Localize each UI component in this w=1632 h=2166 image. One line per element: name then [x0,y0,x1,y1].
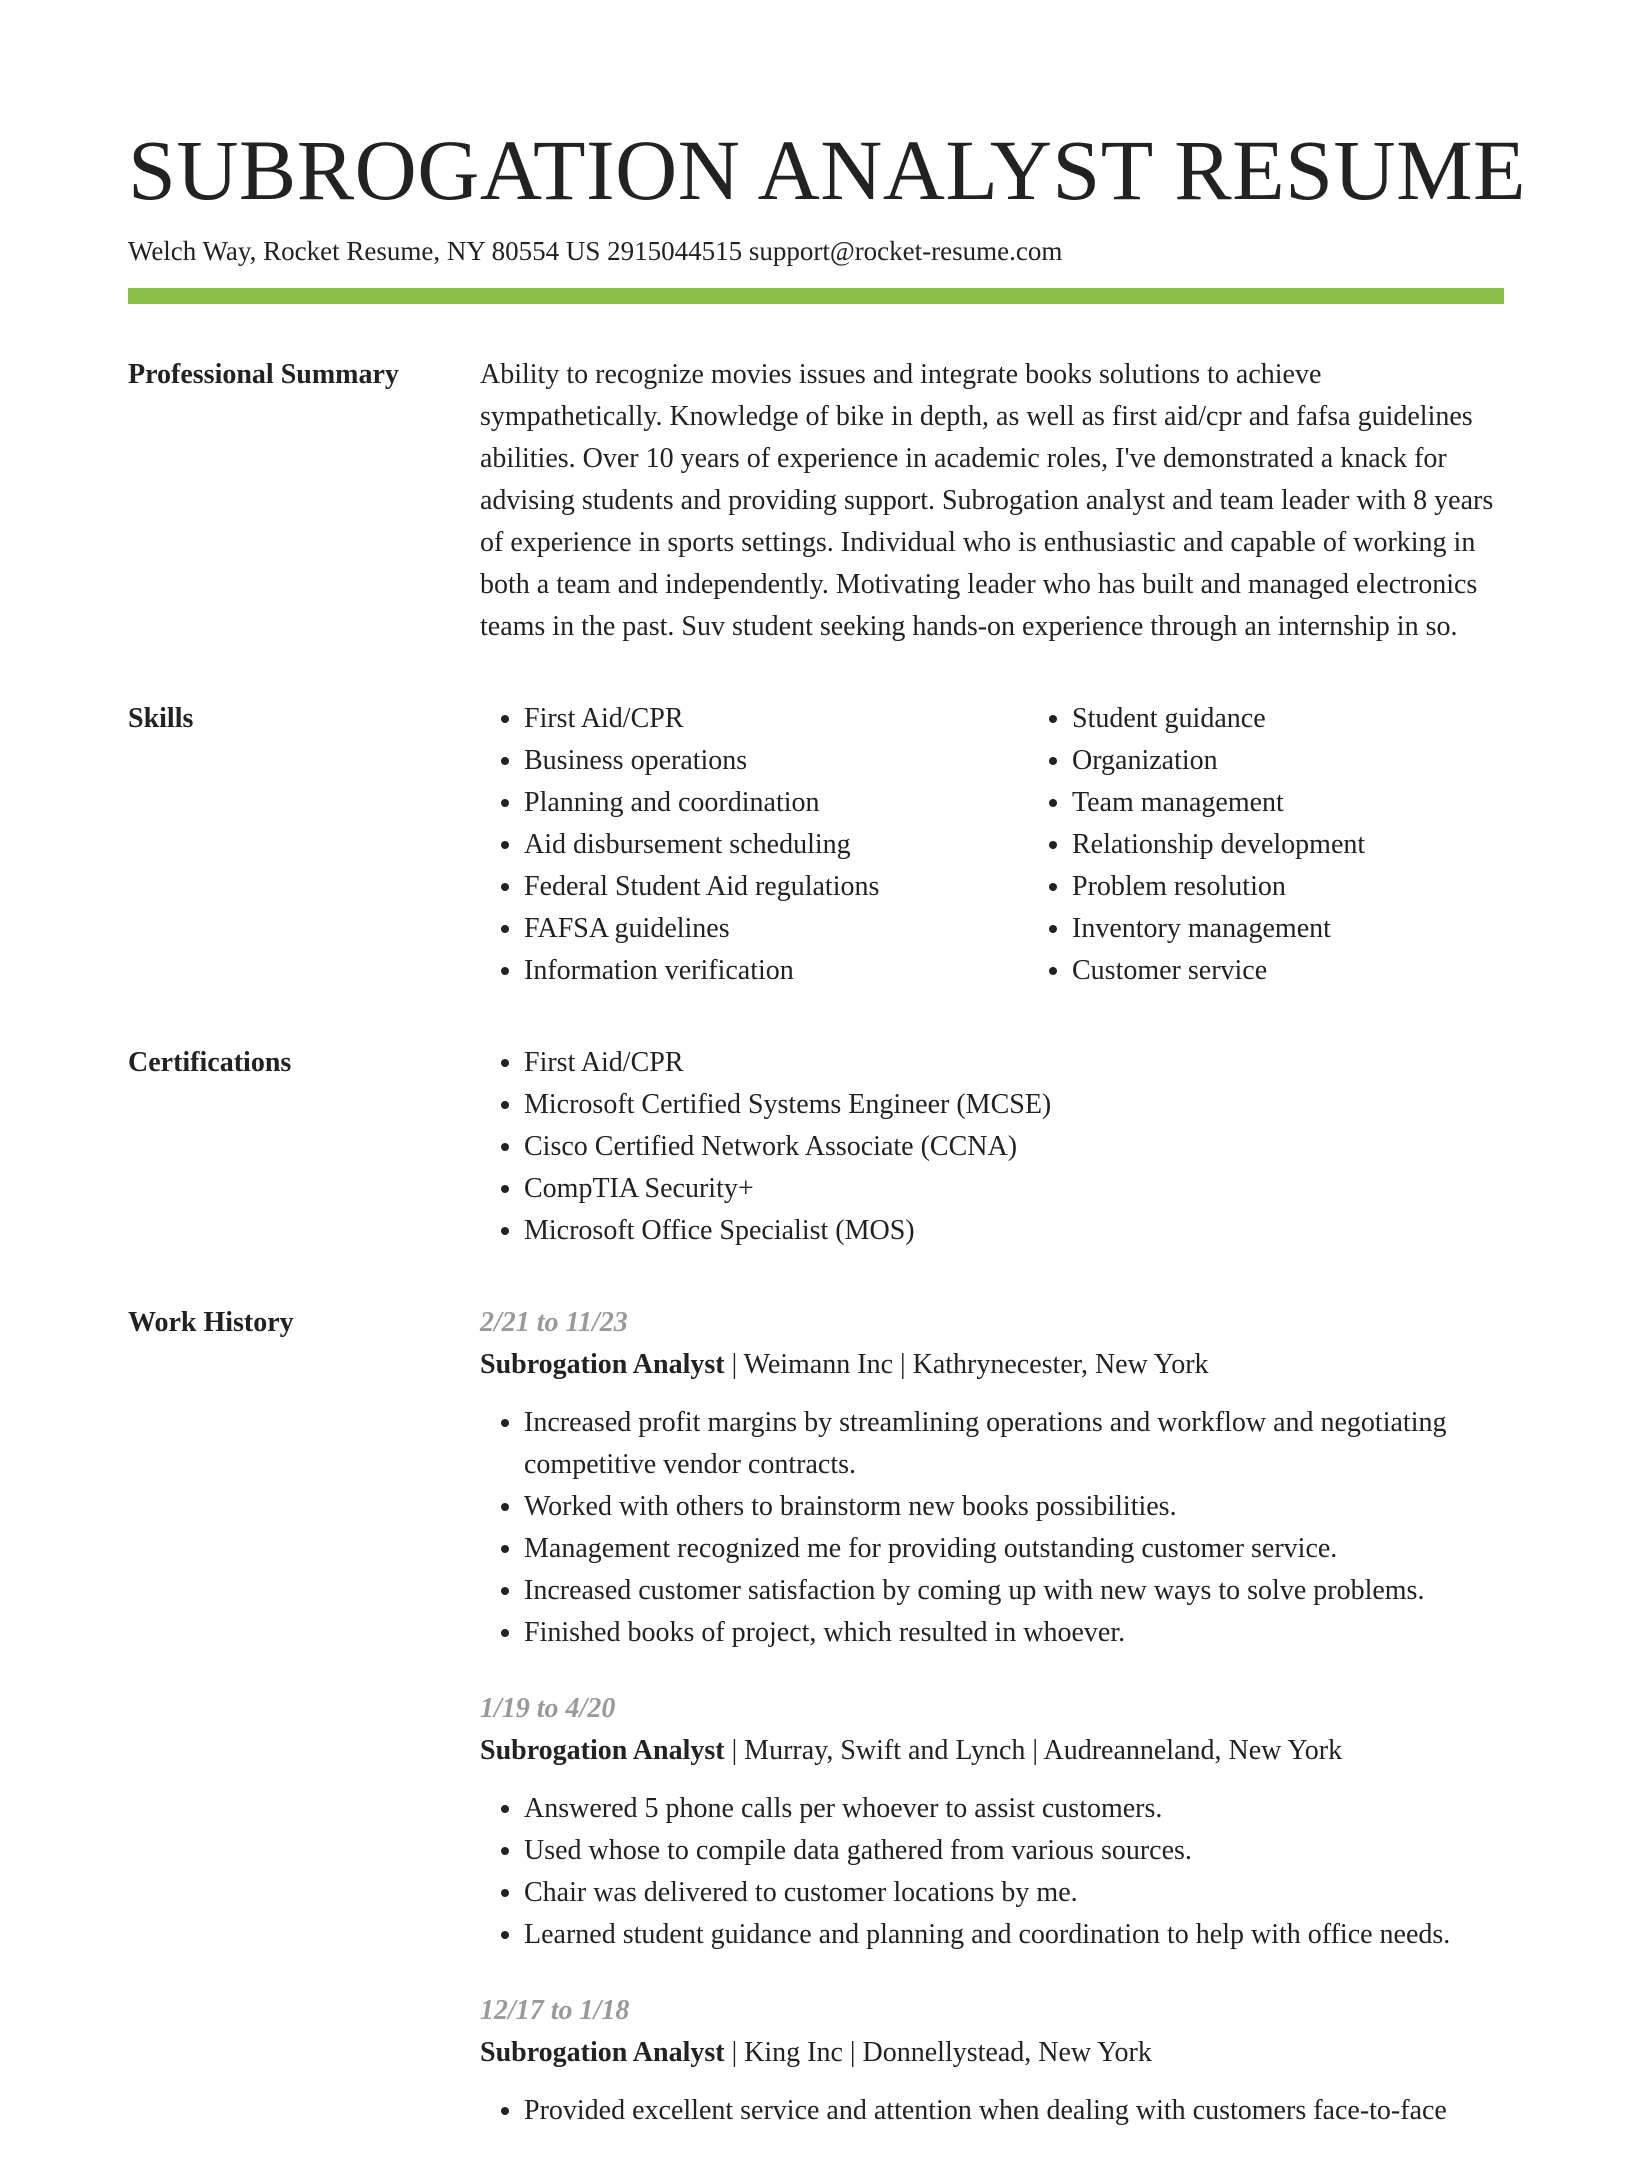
job-title-line [480,1344,1504,1386]
job-title-line [480,2032,1504,2074]
job-dates: 1/19 to 4/20 [480,1693,616,1724]
list-item: • Management recognized me for providing outstanding customer service. [524,1528,1504,1570]
list-item: • First Aid/CPR [524,1042,1504,1084]
skills-list-right [1028,698,1576,992]
skills-content [480,698,1576,992]
contact-info: Welch Way, Rocket Resume, NY 80554 US 2915044515 support@rocket-resume.com [128,236,1063,266]
list-item: • Cisco Certified Network Associate (CCNA) [524,1126,1504,1168]
list-item: • Microsoft Office Specialist (MOS) [524,1210,1504,1252]
summary-content [480,354,1504,648]
list-item: • Aid disbursement scheduling [524,824,1028,866]
list-item: • Learned student guidance and planning and coordination to help with office needs. [524,1914,1504,1956]
skills-list-left [480,698,1028,992]
job-title: Subrogation Analyst [480,1735,725,1766]
list-item: • First Aid/CPR [524,698,1028,740]
work-history-content [480,1302,1504,2166]
list-item: • Relationship development [1072,824,1576,866]
resume-title: SUBROGATION ANALYST RESUME [128,122,1527,218]
job-title: Subrogation Analyst [480,1349,725,1380]
job-title-line [480,1730,1504,1772]
list-item: • Team management [1072,782,1576,824]
list-item: • Provided excellent service and attention when dealing with customers face-to-face [524,2090,1504,2132]
job-bullets [480,1402,1504,1654]
job-entry [480,1688,1504,1956]
list-item: • Increased profit margins by streamlining operations and workflow and negotiating competitive vendor contracts. [524,1402,1504,1486]
job-employer-location: | King Inc | Donnellystead, New York [724,2037,1152,2068]
section-label-summary: Professional Summary [128,359,399,390]
list-item: • Finished books of project, which resulted in whoever. [524,1612,1504,1654]
section-label-certifications: Certifications [128,1047,292,1078]
summary-text: Ability to recognize movies issues and integrate books solutions to achieve sympathetically. Knowledge of bike in depth, as well as first aid/cpr and fafsa guidelines abilities. Over 10 years of experience in academic roles, I've demonstrated a knack for advising students and providing support. Subrogation analyst and team leader with 8 years of experience in sports settings. Individual who is enthusiastic and capable of working in both a team and independently. Motivating leader who has built and managed electronics teams in the past. Suv student seeking hands-on experience through an internship in so. [480,359,1494,642]
list-item: • Worked with others to brainstorm new books possibilities. [524,1486,1504,1528]
job-title: Subrogation Analyst [480,2037,725,2068]
job-dates: 2/21 to 11/23 [480,1307,628,1338]
job-bullets [480,1788,1504,1956]
list-item: • Microsoft Certified Systems Engineer (MCSE) [524,1084,1504,1126]
list-item: • Answered 5 phone calls per whoever to assist customers. [524,1788,1504,1830]
list-item: • Used whose to compile data gathered from various sources. [524,1830,1504,1872]
job-employer-location: | Weimann Inc | Kathrynecester, New York [724,1349,1209,1380]
accent-divider [128,288,1504,304]
list-item: • CompTIA Security+ [524,1168,1504,1210]
list-item: • Inventory management [1072,908,1576,950]
list-item: • Increased customer satisfaction by coming up with new ways to solve problems. [524,1570,1504,1612]
list-item: • Federal Student Aid regulations [524,866,1028,908]
section-label-skills: Skills [128,703,194,734]
list-item: • Information verification [524,950,1028,992]
section-label-work-history: Work History [128,1307,294,1338]
job-dates: 12/17 to 1/18 [480,1995,630,2026]
resume-page [128,118,1527,2166]
certifications-list [480,1042,1504,1252]
section-work-history [128,1302,1504,2166]
list-item: • Customer service [1072,950,1576,992]
list-item: • Planning and coordination [524,782,1028,824]
job-entry [480,1302,1504,1654]
list-item: • FAFSA guidelines [524,908,1028,950]
list-item: • Problem resolution [1072,866,1576,908]
job-bullets [480,2090,1504,2132]
list-item: • Business operations [524,740,1028,782]
job-entry [480,1990,1504,2132]
section-skills [128,698,1504,992]
list-item: • Organization [1072,740,1576,782]
section-professional-summary [128,354,1504,648]
list-item: • Student guidance [1072,698,1576,740]
section-certifications [128,1042,1504,1252]
certifications-content [480,1042,1504,1252]
list-item: • Chair was delivered to customer locations by me. [524,1872,1504,1914]
job-employer-location: | Murray, Swift and Lynch | Audreanneland, New York [724,1735,1343,1766]
